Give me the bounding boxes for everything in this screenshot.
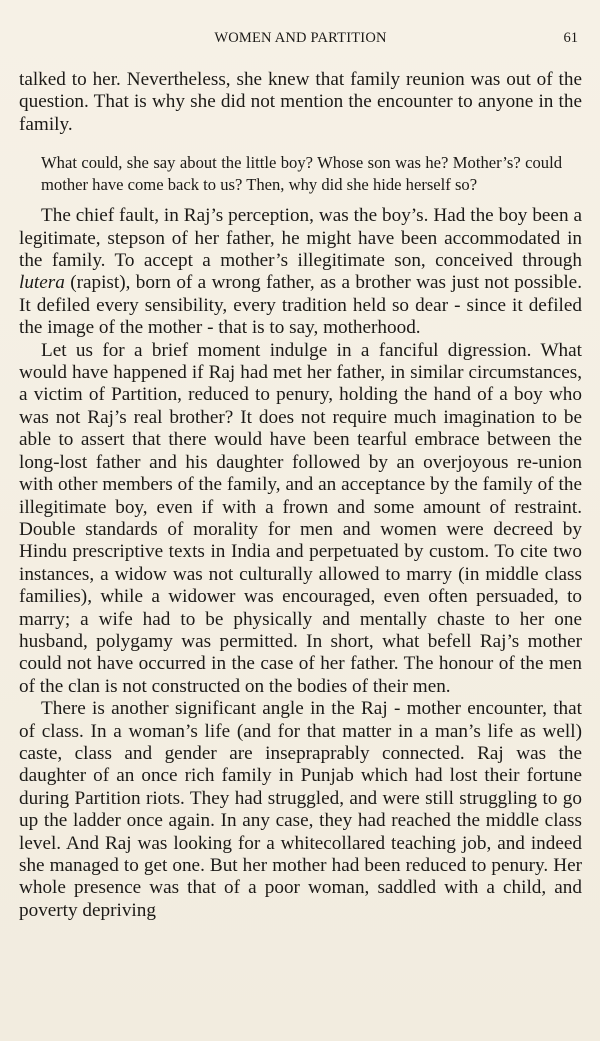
running-title: WOMEN AND PARTITION — [214, 30, 387, 46]
body-text — [19, 69, 582, 922]
running-head — [19, 30, 582, 52]
paragraph-digression: Let us for a brief moment indulge in a fanciful digression. What would have happened if Raj had met her father, in similar circumstances, a victim of Partition, reduced to penury, holding the hand of a boy who was not Raj’s real brother? It does not require much imagination to be able to assert that there would have been tearful embrace between the long-lost father and his daughter followed by an overjoyous re-union with other members of the family, and an acceptance by the family of the illegitimate boy, even if with a frown and some amount of restraint. Double standards of morality for men and women were decreed by Hindu prescriptive texts in India and perpetuated by custom. To cite two instances, a widow was not culturally allowed to marry (in middle class families), while a widower was encouraged, even often persuaded, to marry; a wife had to be physically and mentally chaste to her one husband, polygamy was permitted. In short, what befell Raj’s mother could not have occurred in the case of her father. The honour of the men of the clan is not constructed on the bodies of their men. — [19, 339, 582, 697]
paragraph-opening: talked to her. Nevertheless, she knew that family reunion was out of the question. That is why she did not mention the encounter to anyone in the family. — [19, 69, 582, 135]
paragraph-class-angle: There is another significant angle in the Raj - mother encounter, that of class. In a woman’s life (and for that matter in a man’s life as well) caste, class and gender are insepraprably connected. Raj was the daughter of an once rich family in Punjab which had lost their fortune during Partition riots. They had struggled, and were still struggling to go up the ladder once again. In any case, they had reached the middle class level. And Raj was looking for a whitecollared teaching job, and indeed she managed to get one. But her mother had been reduced to penury. Her whole presence was that of a poor woman, saddled with a child, and poverty depriving — [19, 698, 582, 921]
italic-term-lutera: lutera — [19, 272, 65, 294]
page-number: 61 — [563, 30, 578, 46]
paragraph-chief-fault — [19, 205, 582, 339]
paragraph-chief-fault-text-b: (rapist), born of a wrong father, as a brother was just not possible. It defiled every sensibility, every tradition held so dear - since it defiled the image of the mother - that is to say, motherhood. — [19, 272, 582, 339]
paragraph-chief-fault-text-a: The chief fault, in Raj’s perception, was the boy’s. Had the boy been a legitimate, stepson of her father, he might have been accommodated in the family. To accept a mother’s illegitimate son, conceived through — [19, 205, 582, 272]
quoted-extract: What could, she say about the little boy? Whose son was he? Mother’s? could mother have come back to us? Then, why did she hide herself so? — [41, 153, 562, 194]
